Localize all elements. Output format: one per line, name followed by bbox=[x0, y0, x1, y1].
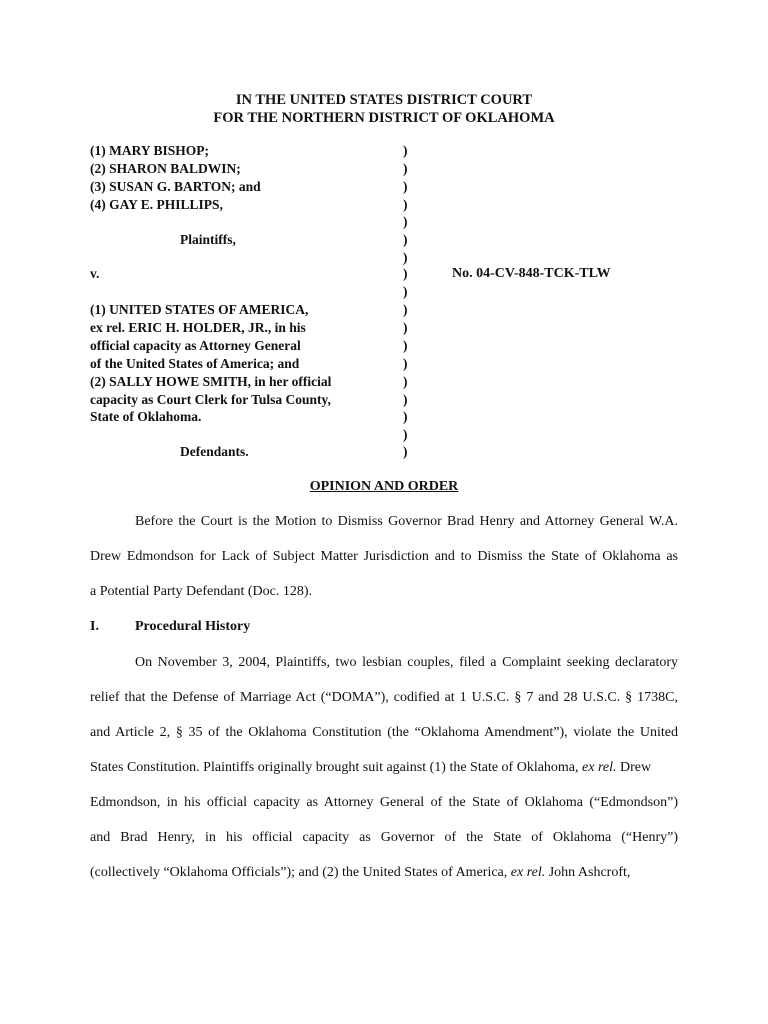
body-line: Edmondson, in his official capacity as Attorney General of the State of Oklahoma (“Edmondson”) bbox=[90, 795, 678, 810]
plaintiff-3: (3) SUSAN G. BARTON; and bbox=[90, 179, 261, 194]
section-number: I. bbox=[90, 619, 99, 634]
defendant-line: official capacity as Attorney General bbox=[90, 338, 301, 353]
plaintiff-4: (4) GAY E. PHILLIPS, bbox=[90, 197, 223, 212]
caption-paren: ) bbox=[403, 284, 408, 299]
body-italic: ex rel. bbox=[582, 760, 617, 775]
body-line: relief that the Defense of Marriage Act (“DOMA”), codified at 1 U.S.C. § 7 and 28 U.S.C. § 1738C, bbox=[90, 690, 678, 705]
section-title: Procedural History bbox=[135, 619, 251, 634]
caption-paren: ) bbox=[403, 374, 408, 389]
case-number: No. 04-CV-848-TCK-TLW bbox=[452, 266, 611, 281]
caption-paren: ) bbox=[403, 444, 408, 459]
defendant-line: capacity as Court Clerk for Tulsa County, bbox=[90, 392, 331, 407]
body-text: (collectively “Oklahoma Officials”); and (2) the United States of America, bbox=[90, 865, 511, 880]
caption-paren: ) bbox=[403, 250, 408, 265]
versus-label: v. bbox=[90, 266, 100, 281]
defendant-line: (1) UNITED STATES OF AMERICA, bbox=[90, 302, 309, 317]
opinion-title bbox=[0, 479, 768, 495]
caption-paren: ) bbox=[403, 179, 408, 194]
court-district-line: FOR THE NORTHERN DISTRICT OF OKLAHOMA bbox=[213, 110, 555, 126]
body-line bbox=[90, 865, 678, 881]
caption-paren: ) bbox=[403, 409, 408, 424]
body-line: On November 3, 2004, Plaintiffs, two lesbian couples, filed a Complaint seeking declaratory bbox=[135, 655, 678, 670]
defendant-line: State of Oklahoma. bbox=[90, 409, 202, 424]
court-name-line: IN THE UNITED STATES DISTRICT COURT bbox=[235, 92, 533, 108]
body-italic: ex rel. bbox=[510, 865, 546, 880]
body-text: Drew bbox=[616, 760, 652, 775]
caption-paren: ) bbox=[403, 427, 408, 442]
caption-paren: ) bbox=[403, 214, 408, 229]
plaintiff-2: (2) SHARON BALDWIN; bbox=[90, 161, 241, 176]
intro-line: a Potential Party Defendant (Doc. 128). bbox=[90, 584, 312, 599]
defendant-line: of the United States of America; and bbox=[90, 356, 300, 371]
caption-paren: ) bbox=[403, 266, 408, 281]
caption-paren: ) bbox=[403, 161, 408, 176]
caption-paren: ) bbox=[403, 197, 408, 212]
caption-paren: ) bbox=[403, 143, 408, 158]
body-text: John Ashcroft, bbox=[545, 865, 631, 880]
body-line: and Article 2, § 35 of the Oklahoma Constitution (the “Oklahoma Amendment”), violate the United bbox=[90, 725, 678, 740]
caption-paren: ) bbox=[403, 392, 408, 407]
plaintiff-1: (1) MARY BISHOP; bbox=[90, 143, 210, 158]
body-line bbox=[90, 760, 678, 776]
intro-line: Drew Edmondson for Lack of Subject Matter Jurisdiction and to Dismiss the State of Oklahoma as bbox=[90, 549, 678, 564]
caption-paren: ) bbox=[403, 338, 408, 353]
court-header bbox=[0, 91, 768, 127]
caption-paren: ) bbox=[403, 320, 408, 335]
defendants-label: Defendants. bbox=[180, 444, 249, 459]
caption-paren: ) bbox=[403, 356, 408, 371]
intro-line: Before the Court is the Motion to Dismiss Governor Brad Henry and Attorney General W.A. bbox=[135, 514, 678, 529]
defendant-line: ex rel. ERIC H. HOLDER, JR., in his bbox=[90, 320, 306, 335]
opinion-title-text: OPINION AND ORDER bbox=[309, 479, 459, 494]
body-text: States Constitution. Plaintiffs originally brought suit against (1) the State of Oklahoma, bbox=[90, 760, 583, 775]
body-line: and Brad Henry, in his official capacity as Governor of the State of Oklahoma (“Henry”) bbox=[90, 830, 678, 845]
defendant-line: (2) SALLY HOWE SMITH, in her official bbox=[90, 374, 332, 389]
caption-paren: ) bbox=[403, 232, 408, 247]
plaintiffs-label: Plaintiffs, bbox=[180, 232, 236, 247]
caption-paren: ) bbox=[403, 302, 408, 317]
